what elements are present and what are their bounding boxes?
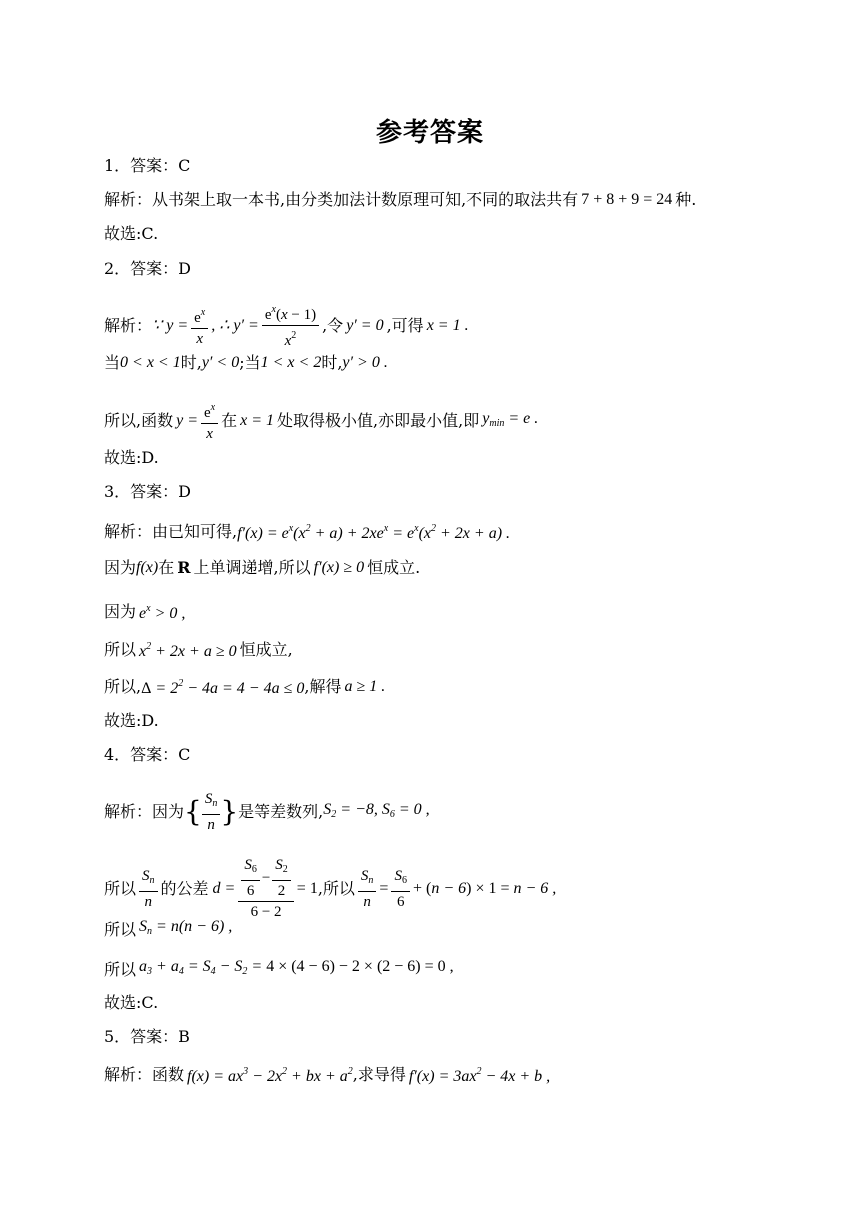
q2-c-text3: 处取得极小值,亦即最小值,即	[277, 411, 480, 430]
q3-d-text2: 恒成立,	[239, 639, 293, 659]
q2-c-text1: 所以,函数	[104, 411, 174, 430]
q4-conclusion: 故选:C.	[104, 993, 159, 1012]
q4-fraction-sn-over-n: $\frac{S_n}{n}$	[202, 789, 221, 835]
q2-b-text2: 时,	[180, 353, 202, 372]
q2-c-text2: 在	[221, 411, 238, 430]
q4-a3-a4: $a_3 + a_4 = S_4 - S_2 = 4 \times (4 - 6) - 2 \times (2 - 6) = 0$ ,	[139, 958, 454, 977]
q3-b-text4: 恒成立.	[367, 558, 421, 577]
q2-answer: 2．答案：D	[104, 259, 192, 278]
q1-conclusion: 故选:C.	[104, 224, 159, 243]
q1-analysis	[104, 189, 696, 211]
q3-d-text1: 所以	[104, 639, 137, 659]
q4-d-eq: d =	[212, 879, 236, 897]
q3-b-text2: 在	[158, 558, 175, 577]
q4-b-text3: ,所以	[317, 878, 355, 898]
q2-conclusion: 故选:D.	[104, 448, 159, 467]
q2-mid1: ,令	[322, 315, 344, 335]
q3-ex-gt-0: $e^x > 0$ ,	[139, 603, 186, 622]
q4-sn-formula: $S_n = n(n - 6)$ ,	[139, 918, 233, 937]
q4-answer: 4．答案：C	[104, 745, 191, 764]
q4-analysis-line2	[104, 855, 556, 922]
q3-e-text1: 所以,	[104, 676, 142, 696]
q2-fraction-ex-over-x: $\frac{e^x}{x}$	[191, 303, 208, 349]
q1-answer	[104, 155, 190, 177]
q3-fx: f(x)	[136, 559, 159, 576]
q2-ineq2: y′ > 0 .	[342, 354, 388, 371]
q4-fraction-sn-over-n-3: $\frac{S_n}{n}$	[358, 866, 377, 912]
q3-discriminant: $\Delta = 2^2 - 4a = 4 - 4a \le 0$	[141, 678, 305, 697]
q2-ineq1: y′ < 0	[201, 354, 240, 371]
q4-c-text: 所以	[104, 919, 137, 939]
q2-analysis-line2	[104, 352, 388, 374]
q4-d-text: 所以	[104, 959, 137, 979]
q3-analysis-line4	[104, 636, 293, 663]
q4-common-difference-fraction: $\frac{S_6}{6}$ − $\frac{S_2}{2}$ 6 − 2	[238, 855, 293, 922]
q2-fraction-ex-over-x-2: $\frac{e^x}{x}$	[201, 398, 218, 444]
q4-general-term: + (n − 6) × 1 = n − 6 ,	[412, 879, 557, 897]
q4-b-text1: 所以	[104, 878, 137, 898]
q3-analysis-line1	[104, 518, 510, 545]
q4-s2-s6: $S_2 = -8$, $S_6 = 0$ ,	[323, 800, 430, 820]
q2-formula-deriv: , ∴ y′ =	[211, 316, 259, 334]
q2-mid2: ,可得	[386, 315, 424, 335]
q3-fprime-ge-0: f′(x) ≥ 0	[313, 559, 365, 576]
q2-formula-y-prime-zero: y′ = 0	[346, 316, 384, 334]
q5-derivative: $f'(x) = 3ax^2 - 4x + b$ ,	[408, 1066, 551, 1085]
page-title: 参考答案	[375, 118, 484, 148]
q4-analysis-line4	[104, 956, 454, 983]
q2-analysis-prefix: 解析：	[104, 315, 153, 335]
q2-formula-y-def: ∵ y =	[152, 316, 189, 334]
q4-d-eq-1: = 1	[296, 879, 318, 897]
q3-b-text3: 上单调递增,所以	[193, 558, 311, 577]
q2-range2: 1 < x < 2	[260, 354, 322, 371]
q4-right-brace: }	[220, 795, 239, 828]
q3-derivative-formula: $f'(x) = e^x(x^2 + a) + 2xe^x = e^x(x^2 + 2x + a)$ .	[237, 523, 511, 542]
q2-formula-x-eq-1: x = 1 .	[426, 316, 469, 334]
q3-analysis-line2	[104, 557, 420, 579]
q2-c-x-eq-1: x = 1	[240, 412, 275, 429]
q2-b-text1: 当	[104, 353, 121, 372]
q4-b-text2: 的公差	[160, 878, 209, 898]
q5-a-mid: ,求导得	[352, 1064, 406, 1084]
q4-a-mid: 是等差数列,	[238, 802, 324, 821]
q3-a-prefix: 解析：由已知可得,	[104, 521, 238, 541]
q1-analysis-prefix: 解析：从书架上取一本书,由分类加法计数原理可知,不同的取法共有	[104, 190, 579, 209]
q4-a-prefix: 解析：因为	[104, 802, 185, 821]
q3-b-text1: 因为	[104, 558, 137, 577]
q4-fraction-sn-over-n-2: $\frac{S_n}{n}$	[139, 866, 158, 912]
q4-fraction-s6-over-6: $\frac{S_6}{6}$	[391, 866, 410, 912]
q1-analysis-equation: 7 + 8 + 9 = 24	[581, 191, 673, 208]
q2-b-text3: ;当	[239, 353, 261, 372]
q3-analysis-line3	[104, 598, 185, 625]
q2-fraction-derivative: $\frac{e^x(x - 1)}{x^2}$	[262, 300, 319, 351]
q5-a-prefix: 解析：函数	[104, 1064, 185, 1084]
q3-real-set: R	[177, 558, 191, 577]
q2-b-text4: 时,	[321, 353, 343, 372]
q3-answer: 3．答案：D	[104, 482, 192, 501]
q5-function: $f(x) = ax^3 - 2x^2$ + bx + $a^2$	[187, 1066, 353, 1085]
q1-answer-text: 1．答案：C	[104, 156, 191, 175]
q2-analysis-line3	[104, 398, 538, 444]
q3-analysis-line5	[104, 673, 385, 700]
q3-a-ge-1: a ≥ 1 .	[344, 677, 386, 695]
q3-conclusion: 故选:D.	[104, 711, 159, 730]
q3-c-text: 因为	[104, 601, 137, 621]
q4-analysis-line3	[104, 916, 232, 943]
q3-e-text2: ,解得	[304, 676, 342, 696]
q2-range1: 0 < x < 1	[120, 354, 181, 371]
q5-analysis-line1	[104, 1061, 550, 1088]
q2-analysis-line1	[104, 300, 469, 351]
q4-analysis-line1	[104, 789, 430, 835]
q2-ymin: $y_{min} = e$ .	[482, 409, 539, 429]
q4-equals: =	[379, 879, 389, 897]
q3-quadratic-ineq: $x^2 + 2x + a \ge 0$	[139, 641, 237, 660]
q5-answer: 5．答案：B	[104, 1027, 190, 1046]
q2-c-y-eq: y =	[176, 412, 198, 429]
q1-analysis-suffix: 种.	[675, 190, 697, 209]
q4-left-brace: {	[184, 795, 202, 828]
